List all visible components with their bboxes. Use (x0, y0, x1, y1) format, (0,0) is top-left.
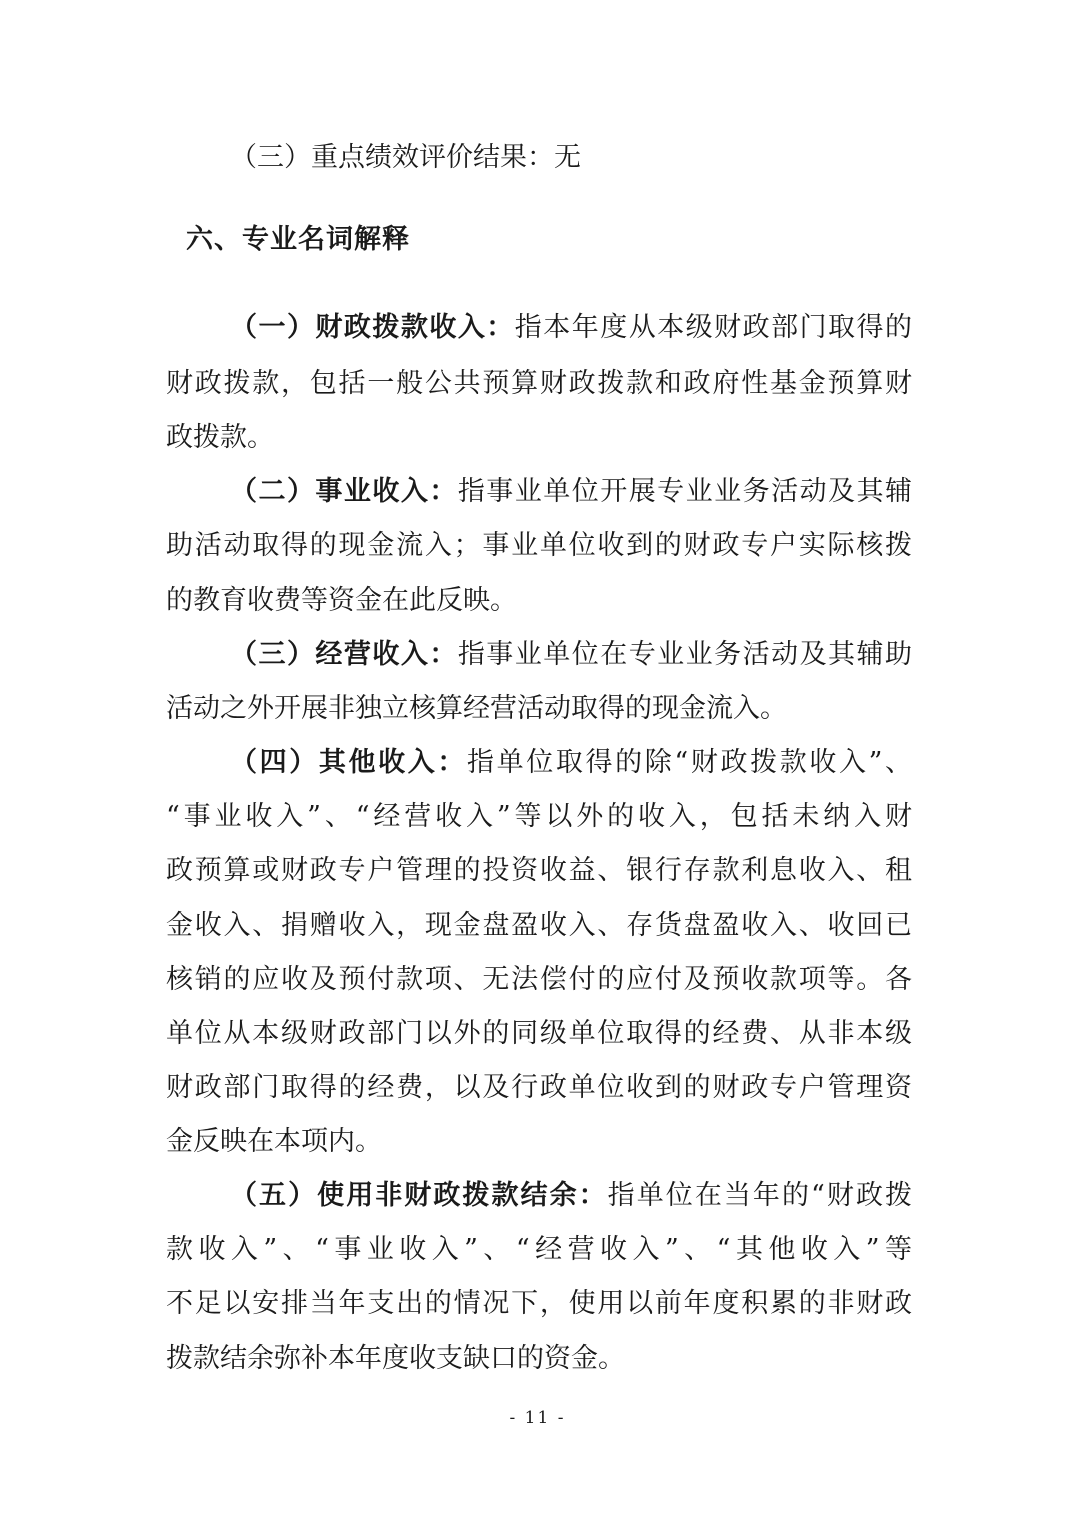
term-4-text-1: 指单位取得的除“财政拨款收入”、 (467, 747, 913, 778)
performance-result-label: （三）重点绩效评价结果： (230, 142, 554, 173)
term-2-line-2: 助活动取得的现金流入；事业单位收到的财政专户实际核拨 (166, 530, 912, 561)
term-5-text-1: 指单位在当年的“财政拨 (607, 1180, 912, 1211)
term-5-line-1 (230, 1178, 912, 1214)
term-5-line-3: 不足以安排当年支出的情况下，使用以前年度积累的非财政 (166, 1288, 912, 1319)
term-3-label: （三）经营收入： (230, 639, 458, 670)
term-2-line-1 (230, 474, 912, 510)
term-4-label: （四）其他收入： (230, 747, 468, 778)
term-3-text-1: 指事业单位在专业业务活动及其辅助 (457, 639, 913, 670)
term-1-line-1 (230, 310, 912, 346)
term-5-line-2: 款收入”、“事业收入”、“经营收入”、“其他收入”等 (166, 1234, 912, 1265)
page-number: - 11 - (509, 1408, 566, 1428)
term-1-line-2: 财政拨款，包括一般公共预算财政拨款和政府性基金预算财 (166, 368, 912, 399)
term-4-line-7: 财政部门取得的经费，以及行政单位收到的财政专户管理资 (166, 1072, 912, 1103)
term-4-line-3: 政预算或财政专户管理的投资收益、银行存款利息收入、租 (166, 855, 912, 886)
term-1-label: （一）财政拨款收入： (230, 312, 515, 343)
term-3-line-2: 活动之外开展非独立核算经营活动取得的现金流入。 (166, 693, 787, 724)
term-5-label: （五）使用非财政拨款结余： (230, 1180, 608, 1211)
term-5-line-4: 拨款结余弥补本年度收支缺口的资金。 (166, 1343, 625, 1374)
term-1-text-1: 指本年度从本级财政部门取得的 (514, 312, 913, 343)
term-4-line-2: “事业收入”、“经营收入”等以外的收入，包括未纳入财 (166, 801, 912, 832)
term-4-line-6: 单位从本级财政部门以外的同级单位取得的经费、从非本级 (166, 1018, 912, 1049)
performance-result-line (230, 140, 912, 176)
term-4-line-1 (230, 745, 912, 781)
term-1-line-3: 政拨款。 (166, 422, 274, 453)
term-4-line-5: 核销的应收及预付款项、无法偿付的应付及预收款项等。各 (166, 964, 912, 995)
term-2-text-1: 指事业单位开展专业业务活动及其辅 (457, 476, 913, 507)
term-2-label: （二）事业收入： (230, 476, 458, 507)
term-4-line-8: 金反映在本项内。 (166, 1126, 382, 1157)
term-4-line-4: 金收入、捐赠收入，现金盘盈收入、存货盘盈收入、收回已 (166, 910, 912, 941)
section-heading: 六、专业名词解释 (186, 224, 410, 255)
term-2-line-3: 的教育收费等资金在此反映。 (166, 585, 517, 616)
term-3-line-1 (230, 637, 912, 673)
performance-result-value: 无 (554, 142, 581, 173)
